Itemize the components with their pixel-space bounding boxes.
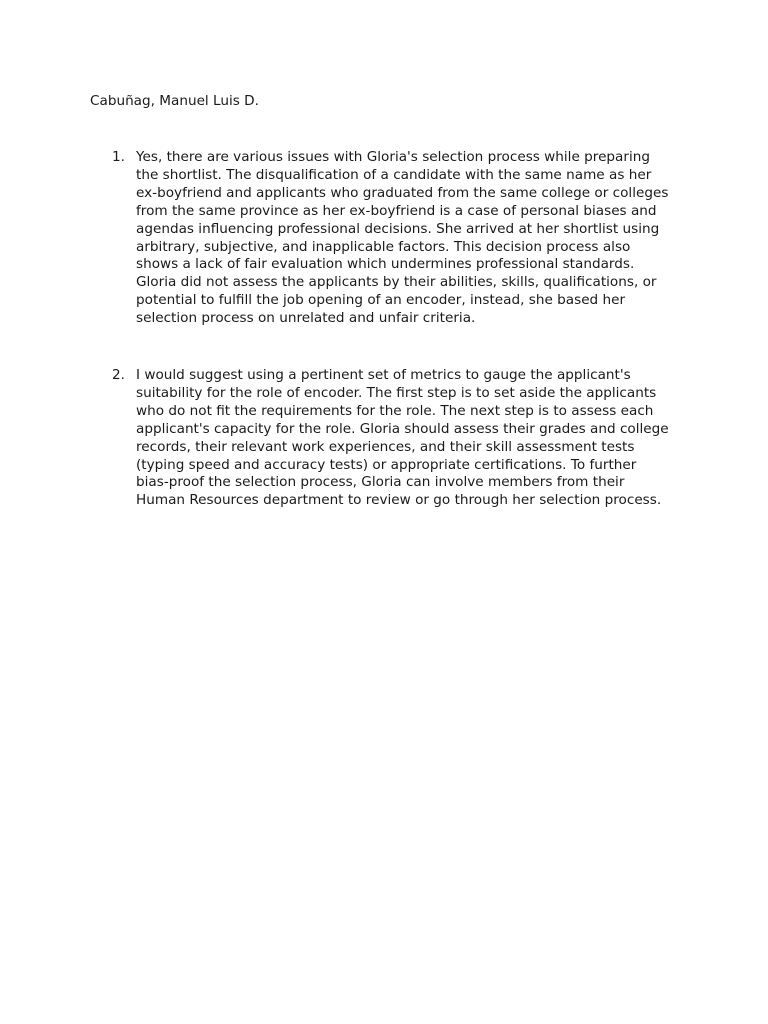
text-line: records, their relevant work experiences, and their skill assessment tests <box>136 438 635 455</box>
text-line: suitability for the role of encoder. The first step is to set aside the applicants <box>136 384 657 401</box>
text-line: agendas influencing professional decisions. She arrived at her shortlist using <box>136 220 660 237</box>
text-line: Yes, there are various issues with Gloria's selection process while preparing <box>136 149 650 165</box>
answer-number: 2. <box>112 367 125 383</box>
text-line: bias-proof the selection process, Gloria can involve members from their <box>136 474 625 491</box>
text-line: the shortlist. The disqualification of a candidate with the same name as her <box>136 166 652 183</box>
answer-2 <box>112 367 682 510</box>
text-line: from the same province as her ex-boyfriend is a case of personal biases and <box>136 202 657 219</box>
author-name: Cabuñag, Manuel Luis D. <box>90 93 259 109</box>
answer-text <box>136 367 682 510</box>
text-line: who do not fit the requirements for the role. The next step is to assess each <box>136 402 654 419</box>
text-line: selection process on unrelated and unfair criteria. <box>136 310 476 327</box>
text-line: Human Resources department to review or go through her selection process. <box>136 492 662 509</box>
text-line: (typing speed and accuracy tests) or appropriate certifications. To further <box>136 456 637 473</box>
text-line: I would suggest using a pertinent set of metrics to gauge the applicant's <box>136 367 631 383</box>
text-line: shows a lack of fair evaluation which undermines professional standards. <box>136 256 635 273</box>
text-line: potential to fulfill the job opening of an encoder, instead, she based her <box>136 292 626 309</box>
text-line: ex-boyfriend and applicants who graduated from the same college or colleges <box>136 184 669 201</box>
answer-number: 1. <box>112 149 125 165</box>
text-line: Gloria did not assess the applicants by their abilities, skills, qualifications, or <box>136 274 657 291</box>
answer-1 <box>112 149 682 328</box>
answer-text <box>136 149 682 328</box>
text-line: applicant's capacity for the role. Gloria should assess their grades and college <box>136 420 669 437</box>
text-line: arbitrary, subjective, and inapplicable factors. This decision process also <box>136 238 631 255</box>
